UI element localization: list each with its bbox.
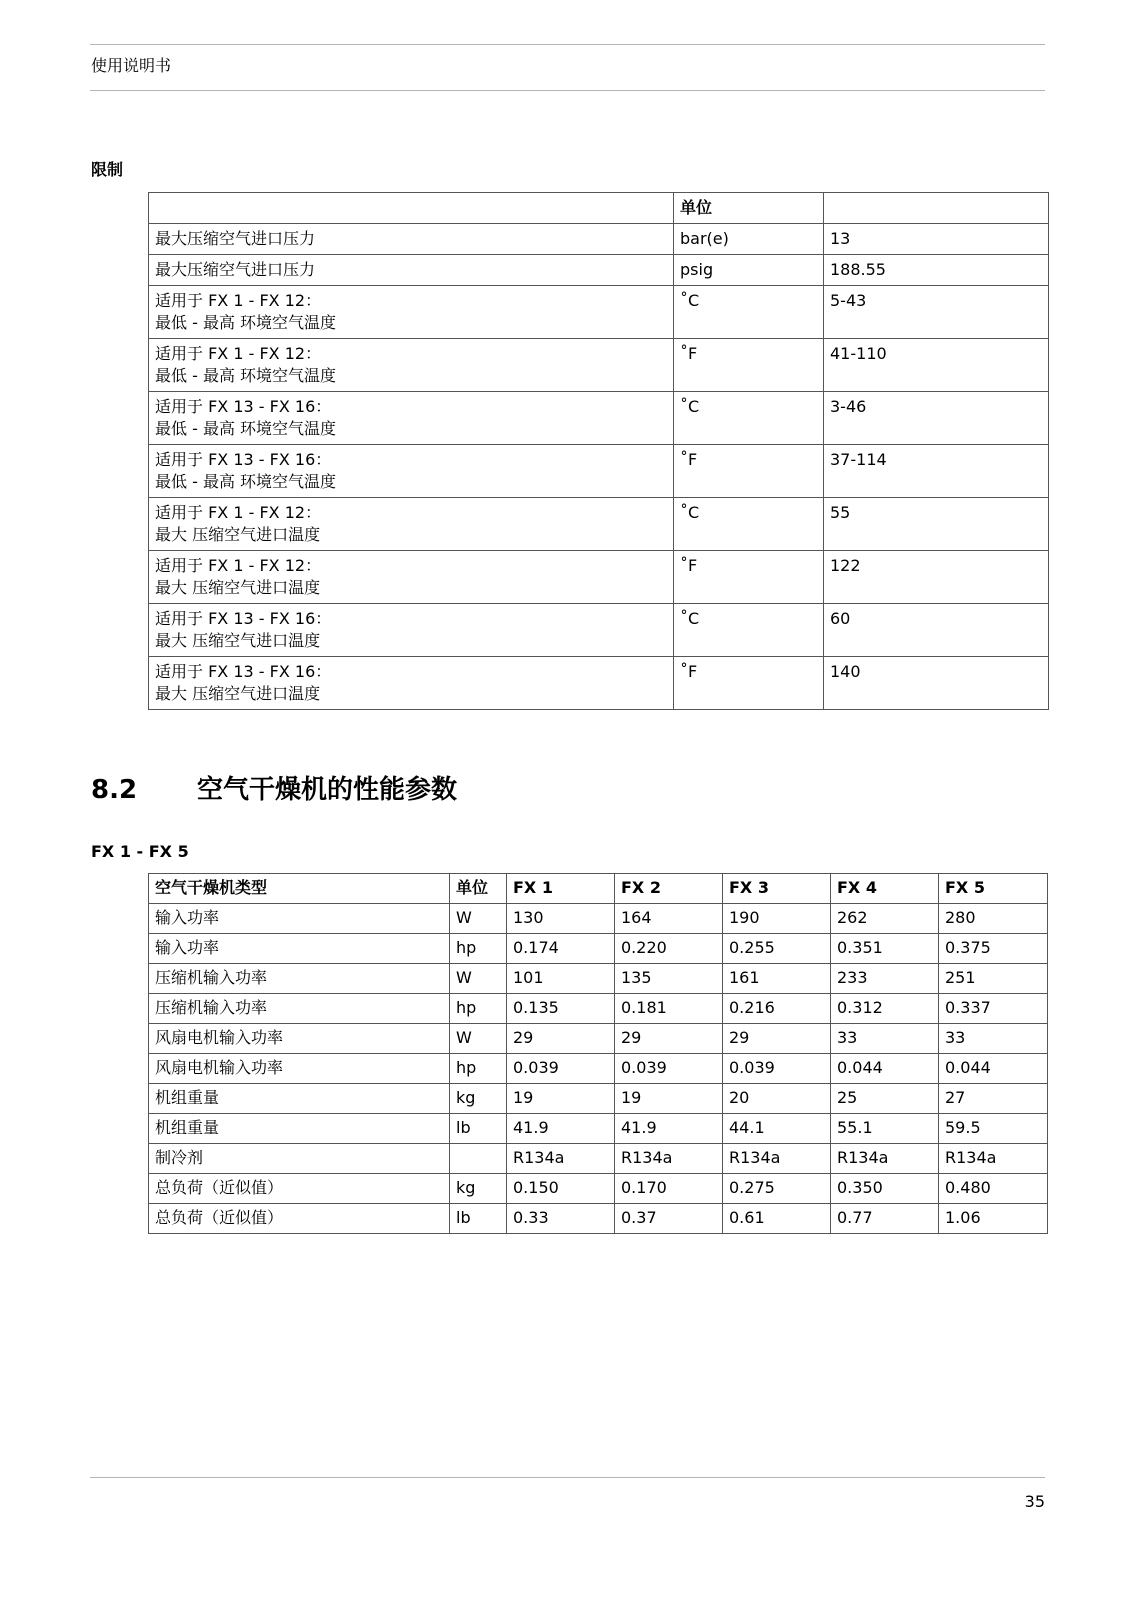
performance-cell: 制冷剂 [149, 1144, 450, 1174]
performance-cell: 0.77 [831, 1204, 939, 1234]
limits-header-parameter [149, 193, 674, 224]
limits-parameter-cell [149, 255, 674, 286]
limits-parameter-cell [149, 224, 674, 255]
limits-parameter-line: 最大 压缩空气进口温度 [155, 578, 321, 597]
performance-header-cell: FX 4 [831, 874, 939, 904]
limits-value-cell: 55 [824, 498, 1049, 551]
header-bottom-rule [90, 90, 1045, 91]
limits-value-cell: 37-114 [824, 445, 1049, 498]
performance-label: FX 1 - FX 5 [91, 842, 189, 861]
limits-parameter-line: 适用于 FX 13 - FX 16： [155, 609, 332, 628]
performance-cell: 总负荷（近似值） [149, 1204, 450, 1234]
performance-row [149, 934, 1048, 964]
performance-row [149, 1174, 1048, 1204]
performance-cell: 59.5 [939, 1114, 1048, 1144]
limits-parameter-line: 适用于 FX 13 - FX 16： [155, 450, 332, 469]
performance-cell: 251 [939, 964, 1048, 994]
performance-cell: R134a [939, 1144, 1048, 1174]
limits-unit-cell: ˚F [674, 445, 824, 498]
performance-cell: 0.375 [939, 934, 1048, 964]
limits-parameter-cell [149, 604, 674, 657]
performance-cell: 0.135 [507, 994, 615, 1024]
performance-cell: 0.039 [507, 1054, 615, 1084]
performance-cell: 233 [831, 964, 939, 994]
performance-cell: 44.1 [723, 1114, 831, 1144]
performance-header-cell: FX 3 [723, 874, 831, 904]
performance-cell: 0.37 [615, 1204, 723, 1234]
limits-value-cell: 41-110 [824, 339, 1049, 392]
performance-cell: 190 [723, 904, 831, 934]
performance-cell: 总负荷（近似值） [149, 1174, 450, 1204]
performance-row [149, 964, 1048, 994]
limits-row [149, 657, 1049, 710]
performance-cell: 262 [831, 904, 939, 934]
performance-cell: 161 [723, 964, 831, 994]
performance-cell: 风扇电机输入功率 [149, 1024, 450, 1054]
performance-cell: 输入功率 [149, 934, 450, 964]
performance-cell: 压缩机输入功率 [149, 964, 450, 994]
performance-cell: 25 [831, 1084, 939, 1114]
limits-parameter-line: 最大 压缩空气进口温度 [155, 631, 321, 650]
limits-parameter-cell [149, 392, 674, 445]
limits-parameter-cell [149, 445, 674, 498]
performance-cell: 输入功率 [149, 904, 450, 934]
limits-parameter-line: 最大压缩空气进口压力 [155, 229, 316, 248]
limits-unit-cell: psig [674, 255, 824, 286]
limits-parameter-cell [149, 551, 674, 604]
performance-cell: 0.044 [831, 1054, 939, 1084]
limits-table-body [149, 193, 1049, 710]
limits-unit-cell: ˚F [674, 551, 824, 604]
limits-parameter-line: 适用于 FX 1 - FX 12： [155, 503, 322, 522]
performance-header-cell: 空气干燥机类型 [149, 874, 450, 904]
performance-row [149, 1054, 1048, 1084]
limits-parameter-line: 适用于 FX 13 - FX 16： [155, 662, 332, 681]
performance-cell: 0.220 [615, 934, 723, 964]
performance-cell: 0.275 [723, 1174, 831, 1204]
limits-value-cell: 188.55 [824, 255, 1049, 286]
limits-parameter-line: 最低 - 最高 环境空气温度 [155, 472, 337, 491]
limits-row [149, 286, 1049, 339]
performance-cell: 135 [615, 964, 723, 994]
performance-row [149, 1084, 1048, 1114]
performance-cell: 0.351 [831, 934, 939, 964]
performance-row [149, 904, 1048, 934]
limits-unit-cell: ˚F [674, 339, 824, 392]
limits-row [149, 551, 1049, 604]
performance-cell: hp [450, 934, 507, 964]
limits-row [149, 224, 1049, 255]
performance-header-row [149, 874, 1048, 904]
limits-unit-cell: ˚C [674, 392, 824, 445]
performance-cell: hp [450, 994, 507, 1024]
limits-row [149, 339, 1049, 392]
performance-row [149, 994, 1048, 1024]
performance-cell: lb [450, 1114, 507, 1144]
limits-label: 限制 [91, 160, 124, 179]
performance-cell: 29 [615, 1024, 723, 1054]
limits-parameter-line: 最大压缩空气进口压力 [155, 260, 316, 279]
limits-parameter-line: 最低 - 最高 环境空气温度 [155, 313, 337, 332]
performance-cell: 0.170 [615, 1174, 723, 1204]
performance-header-cell: FX 1 [507, 874, 615, 904]
performance-cell: 55.1 [831, 1114, 939, 1144]
performance-cell: 0.174 [507, 934, 615, 964]
performance-cell: 0.480 [939, 1174, 1048, 1204]
performance-cell: 29 [507, 1024, 615, 1054]
section-number: 8.2 [91, 775, 138, 805]
limits-row [149, 445, 1049, 498]
limits-header-row [149, 193, 1049, 224]
performance-row [149, 1024, 1048, 1054]
limits-header-unit: 单位 [674, 193, 824, 224]
limits-unit-cell: ˚F [674, 657, 824, 710]
performance-cell: 0.255 [723, 934, 831, 964]
performance-cell: 1.06 [939, 1204, 1048, 1234]
limits-parameter-line: 最大 压缩空气进口温度 [155, 525, 321, 544]
limits-parameter-cell [149, 498, 674, 551]
performance-cell: 0.33 [507, 1204, 615, 1234]
limits-parameter-cell [149, 339, 674, 392]
limits-value-cell: 13 [824, 224, 1049, 255]
limits-unit-cell: ˚C [674, 604, 824, 657]
performance-cell: 0.312 [831, 994, 939, 1024]
limits-parameter-line: 适用于 FX 1 - FX 12： [155, 556, 322, 575]
performance-cell: 280 [939, 904, 1048, 934]
header-top-rule [90, 44, 1045, 45]
performance-table-body [149, 874, 1048, 1234]
performance-row [149, 1114, 1048, 1144]
performance-cell: 0.150 [507, 1174, 615, 1204]
performance-header-cell: 单位 [450, 874, 507, 904]
performance-cell: 101 [507, 964, 615, 994]
performance-cell: 19 [615, 1084, 723, 1114]
performance-cell: 130 [507, 904, 615, 934]
performance-cell: 机组重量 [149, 1114, 450, 1144]
limits-parameter-cell [149, 286, 674, 339]
performance-cell: R134a [507, 1144, 615, 1174]
performance-cell: 0.039 [615, 1054, 723, 1084]
performance-cell: 33 [831, 1024, 939, 1054]
running-head: 使用说明书 [91, 56, 172, 75]
performance-cell: R134a [615, 1144, 723, 1174]
performance-cell: 机组重量 [149, 1084, 450, 1114]
performance-cell: 风扇电机输入功率 [149, 1054, 450, 1084]
performance-cell: 0.61 [723, 1204, 831, 1234]
limits-row [149, 255, 1049, 286]
performance-cell: 33 [939, 1024, 1048, 1054]
performance-cell: 压缩机输入功率 [149, 994, 450, 1024]
limits-row [149, 604, 1049, 657]
performance-cell: 29 [723, 1024, 831, 1054]
performance-header-cell: FX 5 [939, 874, 1048, 904]
performance-cell: 0.181 [615, 994, 723, 1024]
limits-row [149, 392, 1049, 445]
section-title: 空气干燥机的性能参数 [197, 775, 458, 805]
performance-cell: kg [450, 1084, 507, 1114]
page-number: 35 [1024, 1492, 1045, 1511]
limits-table [148, 192, 1049, 710]
limits-parameter-line: 适用于 FX 13 - FX 16： [155, 397, 332, 416]
limits-unit-cell: bar(e) [674, 224, 824, 255]
limits-parameter-line: 适用于 FX 1 - FX 12： [155, 344, 322, 363]
limits-parameter-line: 适用于 FX 1 - FX 12： [155, 291, 322, 310]
limits-parameter-cell [149, 657, 674, 710]
limits-parameter-line: 最大 压缩空气进口温度 [155, 684, 321, 703]
limits-value-cell: 3-46 [824, 392, 1049, 445]
limits-value-cell: 122 [824, 551, 1049, 604]
limits-row [149, 498, 1049, 551]
performance-cell: R134a [831, 1144, 939, 1174]
performance-cell: 41.9 [615, 1114, 723, 1144]
limits-header-value [824, 193, 1049, 224]
performance-cell: 0.337 [939, 994, 1048, 1024]
performance-row [149, 1204, 1048, 1234]
performance-cell: 19 [507, 1084, 615, 1114]
limits-value-cell: 5-43 [824, 286, 1049, 339]
performance-row [149, 1144, 1048, 1174]
performance-cell: W [450, 964, 507, 994]
limits-unit-cell: ˚C [674, 498, 824, 551]
performance-cell: 0.350 [831, 1174, 939, 1204]
limits-parameter-line: 最低 - 最高 环境空气温度 [155, 366, 337, 385]
performance-cell: kg [450, 1174, 507, 1204]
performance-table [148, 873, 1048, 1234]
performance-cell: 41.9 [507, 1114, 615, 1144]
performance-cell: 27 [939, 1084, 1048, 1114]
performance-cell: 0.039 [723, 1054, 831, 1084]
limits-unit-cell: ˚C [674, 286, 824, 339]
performance-cell: 164 [615, 904, 723, 934]
performance-cell: 20 [723, 1084, 831, 1114]
performance-cell [450, 1144, 507, 1174]
performance-cell: 0.044 [939, 1054, 1048, 1084]
performance-cell: hp [450, 1054, 507, 1084]
performance-cell: lb [450, 1204, 507, 1234]
performance-cell: W [450, 904, 507, 934]
performance-cell: W [450, 1024, 507, 1054]
performance-header-cell: FX 2 [615, 874, 723, 904]
limits-parameter-line: 最低 - 最高 环境空气温度 [155, 419, 337, 438]
footer-rule [90, 1477, 1045, 1478]
performance-cell: R134a [723, 1144, 831, 1174]
performance-cell: 0.216 [723, 994, 831, 1024]
limits-value-cell: 60 [824, 604, 1049, 657]
limits-value-cell: 140 [824, 657, 1049, 710]
